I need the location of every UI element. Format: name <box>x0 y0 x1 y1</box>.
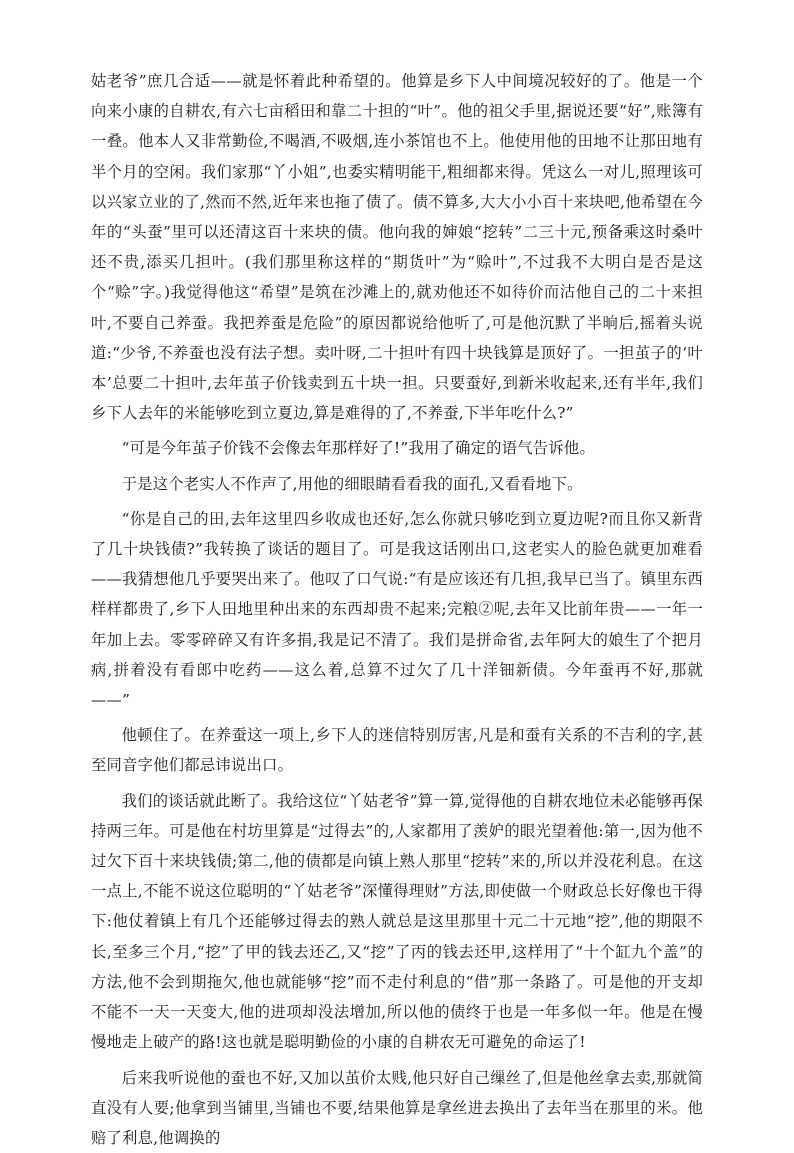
paragraph-6: 我们的谈话就此断了。我给这位“丫姑老爷”算一算,觉得他的自耕农地位未必能够再保持两三年。可是他在村坊里算是“过得去”的,人家都用了羡妒的眼光望着他:第一,因为他不过欠下百十来块钱债;第二,他的债都是向镇上熟人那里“挖转”来的,所以并没花利息。在这一点上,不能不说这位聪明的“丫姑老爷”深懂得理财”方法,即使做一个财政总长好像也干得下:他仗着镇上有几个还能够过得去的熟人就总是这里那里十元二十元地“挖”,他的期限不长,至多三个月,“挖”了甲的钱去还乙,又“挖”了丙的钱去还甲,这样用了“十个缸九个盖”的方法,他不会到期拖欠,他也就能够“挖”而不走付利息的“借”那一条路了。可是他的开支却不能不一天一天变大,他的进项却没法增加,所以他的债终于也是一年多似一年。他是在慢慢地走上破产的路!这也就是聪明勤俭的小康的自耕农无可避免的命运了! <box>91 786 703 1058</box>
paragraph-2: “可是今年茧子价钱不会像去年那样好了!”我用了确定的语气告诉他。 <box>91 433 703 463</box>
paragraph-1: 姑老爷”庶几合适——就是怀着此种希望的。他算是乡下人中间境况较好的了。他是一个向来小康的自耕农,有六七亩稻田和靠二十担的“叶”。他的祖父手里,据说还要“好”,账簿有一叠。他本人又非常勤俭,不喝酒,不吸烟,连小茶馆也不上。他使用他的田地不让那田地有半个月的空闲。我们家那“丫小姐”,也委实精明能干,粗细都来得。凭这么一对儿,照理该可以兴家立业的了,然而不然,近年来也拖了债了。债不算多,大大小小百十来块吧,他希望在今年的“头蚕”里可以还清这百十来块的债。他向我的婶娘“挖转”二三十元,预备乘这时桑叶还不贵,添买几担叶。(我们那里称这样的“期货叶”为“赊叶”,不过我不大明白是否是这个“赊”字。)我觉得他这“希望”是筑在沙滩上的,就劝他还不如待价而沽他自己的二十来担叶,不要自己养蚕。我把养蚕是危险”的原因都说给他听了,可是他沉默了半晌后,摇着头说道:“少爷,不养蚕也没有法子想。卖叶呀,二十担叶有四十块钱算是顶好了。一担茧子的‘叶本’总要二十担叶,去年茧子价钱卖到五十块一担。只要蚕好,到新米收起来,还有半年,我们乡下人去年的米能够吃到立夏边,算是难得的了,不养蚕,下半年吃什么?” <box>91 66 703 428</box>
paragraph-5: 他顿住了。在养蚕这一项上,乡下人的迷信特别厉害,凡是和蚕有关系的不吉利的字,甚至同音字他们都忌讳说出口。 <box>91 720 703 780</box>
paragraph-3: 于是这个老实人不作声了,用他的细眼睛看看我的面孔,又看看地下。 <box>91 469 703 499</box>
document-page <box>91 66 703 1153</box>
paragraph-7: 后来我听说他的蚕也不好,又加以茧价太贱,他只好自己缫丝了,但是他丝拿去卖,那就简直没有人要;他拿到当铺里,当铺也不要,结果他算是拿丝进去换出了去年当在那里的米。他赔了利息,他调换的 <box>91 1063 703 1153</box>
paragraph-4: “你是自己的田,去年这里四乡收成也还好,怎么你就只够吃到立夏边呢?而且你又新背了几十块钱债?”我转换了谈话的题目了。可是我这话刚出口,这老实人的脸色就更加难看——我猜想他几乎要哭出来了。他叹了口气说:“有是应该还有几担,我早已当了。镇里东西样样都贵了,乡下人田地里种出来的东西却贵不起来;完粮②呢,去年又比前年贵——一年一年加上去。零零碎碎又有许多捐,我是记不清了。我们是拼命省,去年阿大的娘生了个把月病,拼着没有看郎中吃药——这么着,总算不过欠了几十洋钿新债。今年蚕再不好,那就——” <box>91 504 703 715</box>
